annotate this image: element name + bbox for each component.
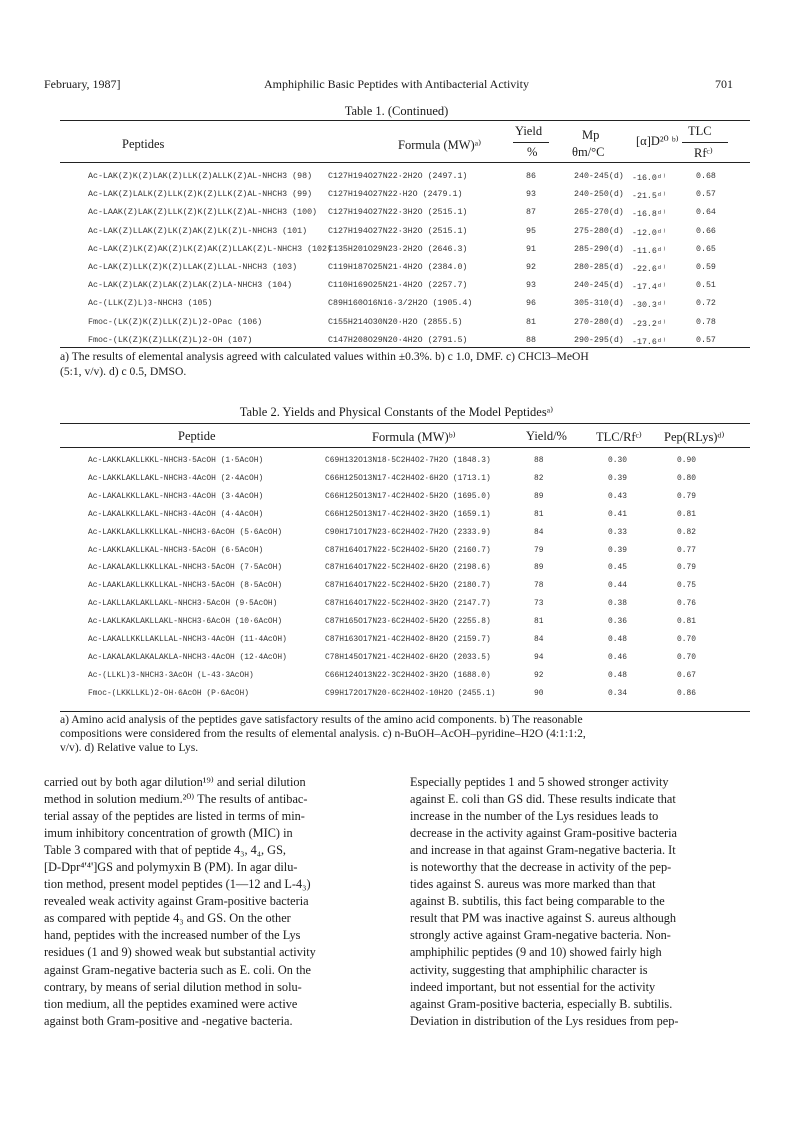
body-text-line: result that PM was inactive against S. aureus although [410, 911, 677, 926]
table2-header-formula: Formula (MW)ᵇ⁾ [372, 430, 456, 444]
body-column-left [44, 774, 374, 1030]
rf-cell: 0.51 [696, 281, 716, 291]
table1-header-rf: Rfᶜ⁾ [694, 146, 713, 160]
formula-cell: C69H132O13N18·5C2H4O2·7H2O (1848.3) [325, 456, 491, 465]
peptide-cell: Ac-LAK(Z)LLK(Z)K(Z)LLAK(Z)LLAL-NHCH3 (103) [88, 263, 298, 272]
rf-cell: 0.33 [608, 527, 627, 537]
rf-cell: 0.72 [696, 299, 716, 309]
body-text-line: residues (1 and 9) showed weak but substantial activity [44, 945, 316, 960]
rf-cell: 0.41 [608, 509, 627, 519]
body-text-line: imum inhibitory concentration of growth (MIC) in [44, 826, 293, 841]
body-text-line: indeed important, but not essential for the activity [410, 979, 656, 994]
body-text-line: activity, suggesting that amphiphilic character is [410, 962, 648, 977]
rf-cell: 0.39 [608, 545, 627, 555]
peptide-cell: Ac-LAAKLAKLLKKLLKAL-NHCH3·5AcOH (8·5AcOH) [88, 581, 283, 591]
pep-rlys-cell: 0.82 [677, 527, 696, 537]
peptide-cell: Ac-LAK(Z)LK(Z)AK(Z)LK(Z)AK(Z)LLAK(Z)L-NHCH3 (102) [88, 244, 332, 254]
body-text-line: against Gram-positive bacteria, especially B. subtilis. [410, 996, 673, 1011]
formula-cell: C99H172O17N20·6C2H4O2·10H2O (2455.1) [325, 688, 496, 698]
running-header-title: Amphiphilic Basic Peptides with Antibacterial Activity [264, 77, 529, 91]
formula-cell: C155H214O30N20·H2O (2855.5) [328, 317, 463, 327]
peptide-cell: Ac-(LLK(Z)L)3-NHCH3 (105) [88, 299, 213, 309]
yield-cell: 94 [534, 652, 544, 662]
formula-cell: C66H125O13N17·4C2H4O2·5H2O (1695.0) [325, 491, 491, 501]
rotation-cell: -30.3ᵈ⁾ [632, 301, 667, 311]
formula-cell: C135H201O29N23·2H2O (2646.3) [328, 244, 468, 254]
yield-cell: 82 [534, 473, 544, 483]
yield-cell: 88 [534, 456, 544, 465]
yield-cell: 88 [526, 335, 536, 345]
rf-cell: 0.59 [696, 263, 716, 272]
pep-rlys-cell: 0.81 [677, 617, 696, 627]
rf-cell: 0.66 [696, 226, 716, 236]
formula-cell: C87H164O17N22·5C2H4O2·6H2O (2198.6) [325, 563, 491, 573]
yield-cell: 93 [526, 281, 536, 291]
formula-cell: C87H164O17N22·5C2H4O2·5H2O (2160.7) [325, 545, 491, 555]
table2-header-peptide: Peptide [178, 429, 216, 443]
formula-cell: C89H160O16N16·3/2H2O (1905.4) [328, 299, 473, 309]
pep-rlys-cell: 0.79 [677, 491, 696, 501]
body-text-line: [D-Dpr⁴'⁴']GS and polymyxin B (PM). In agar dilu- [44, 860, 298, 875]
yield-cell: 73 [534, 599, 544, 609]
peptide-cell: Ac-LAKKLAKLLKKL-NHCH3·5AcOH (1·5AcOH) [88, 456, 264, 465]
peptide-cell: Ac-LAKLLAKLAKLLAKL-NHCH3·5AcOH (9·5AcOH) [88, 599, 278, 609]
mp-cell: 240-245(d) [574, 172, 624, 181]
body-text-line: terial assay of the peptides are listed in terms of min- [44, 809, 305, 824]
formula-cell: C87H163O17N21·4C2H4O2·8H2O (2159.7) [325, 635, 491, 644]
table2-row [60, 563, 750, 581]
rf-cell: 0.46 [608, 652, 627, 662]
table1-row [60, 227, 750, 244]
body-text-line: Deviation in distribution of the Lys residues from pep- [410, 1013, 679, 1028]
pep-rlys-cell: 0.90 [677, 456, 696, 465]
table1-row [60, 208, 750, 225]
mp-cell: 305-310(d) [574, 299, 624, 309]
rotation-cell: -12.0ᵈ⁾ [632, 228, 667, 238]
table2-row [60, 492, 750, 510]
table2-row [60, 689, 750, 707]
peptide-cell: Fmoc-(LKKLLKL)2-OH·6AcOH (P·6AcOH) [88, 688, 249, 698]
body-text-line: revealed weak activity against Gram-positive bacteria [44, 894, 309, 909]
table2-row [60, 617, 750, 635]
formula-cell: C127H194O27N22·H2O (2479.1) [328, 190, 463, 200]
table2-row [60, 653, 750, 671]
rf-cell: 0.39 [608, 473, 627, 483]
mp-cell: 240-245(d) [574, 281, 624, 291]
table2-row [60, 581, 750, 599]
yield-cell: 81 [526, 317, 536, 327]
body-text-line: is noteworthy that the decrease in activity of the pep- [410, 860, 672, 875]
body-text-line: tion method, present model peptides (1—12 and L-4₃) [44, 877, 311, 892]
rf-cell: 0.64 [696, 208, 716, 218]
table2-footnote-1: a) Amino acid analysis of the peptides gave satisfactory results of the amino acid components. b) The reasonable [60, 713, 583, 726]
table2-header-yield: Yield/% [526, 429, 567, 443]
formula-cell: C66H124O13N22·3C2H4O2·3H2O (1688.0) [325, 670, 491, 680]
body-text-line: Table 3 compared with that of peptide 4₃, 4₄, GS, [44, 843, 286, 858]
table1-footnote-1: a) The results of elemental analysis agreed with calculated values within ±0.3%. b) c 1.0, DMF. c) CHCl3–MeOH [60, 350, 589, 363]
table1-tlc-subrule [682, 142, 728, 143]
formula-cell: C78H145O17N21·4C2H4O2·6H2O (2033.5) [325, 652, 491, 662]
body-text-line: contrary, by means of serial dilution method in solu- [44, 979, 302, 994]
peptide-cell: Ac-(LLKL)3-NHCH3·3AcOH (L-43·3AcOH) [88, 670, 254, 680]
formula-cell: C66H125O13N17·4C2H4O2·3H2O (1659.1) [325, 509, 491, 519]
yield-cell: 89 [534, 491, 544, 501]
yield-cell: 89 [534, 563, 544, 573]
table1-caption: Table 1. (Continued) [344, 104, 449, 118]
peptide-cell: Fmoc-(LK(Z)K(Z)LLK(Z)L)2-OH (107) [88, 335, 253, 345]
body-text-line: amphiphilic peptides (9 and 10) showed fairly high [410, 945, 662, 960]
formula-cell: C110H169O25N21·4H2O (2257.7) [328, 281, 468, 291]
peptide-cell: Fmoc-(LK(Z)K(Z)LLK(Z)L)2-OPac (106) [88, 317, 263, 327]
table2-footnote-3: v/v). d) Relative value to Lys. [60, 741, 199, 754]
table1-row [60, 245, 750, 262]
rotation-cell: -17.6ᵈ⁾ [632, 337, 667, 347]
formula-cell: C66H125O13N17·4C2H4O2·6H2O (1713.1) [325, 473, 491, 483]
yield-cell: 90 [534, 688, 544, 698]
formula-cell: C127H194O27N22·3H2O (2515.1) [328, 226, 468, 236]
body-text-line: as compared with peptide 4₃ and GS. On the other [44, 911, 291, 926]
table1-row [60, 299, 750, 316]
yield-cell: 87 [526, 208, 536, 218]
table1-top-rule [60, 120, 750, 121]
yield-cell: 78 [534, 581, 544, 591]
formula-cell: C87H164O17N22·5C2H4O2·5H2O (2180.7) [325, 581, 491, 591]
body-text-line: against E. coli than GS did. These results indicate that [410, 792, 676, 807]
rotation-cell: -16.8ᵈ⁾ [632, 210, 667, 220]
body-text-line: Especially peptides 1 and 5 showed stronger activity [410, 775, 669, 789]
pep-rlys-cell: 0.70 [677, 635, 696, 644]
table2-footnote-2: compositions were considered from the results of elemental analysis. c) n-BuOH–AcOH–pyridine–H2O (4:1:1:2, [60, 727, 586, 740]
table1-header-mp: Mp [582, 128, 600, 142]
table2-row [60, 599, 750, 617]
table1-footnote-2: (5:1, v/v). d) c 0.5, DMSO. [60, 365, 187, 378]
table2-caption: Table 2. Yields and Physical Constants of the Model Peptidesᵃ⁾ [239, 405, 554, 419]
yield-cell: 93 [526, 190, 536, 200]
body-text-line: carried out by both agar dilution¹⁹⁾ and serial dilution [44, 775, 306, 789]
formula-cell: C87H164O17N22·5C2H4O2·3H2O (2147.7) [325, 599, 491, 609]
rf-cell: 0.48 [608, 670, 627, 680]
peptide-cell: Ac-LAKKLAKLLKKLLKAL-NHCH3·6AcOH (5·6AcOH) [88, 527, 283, 537]
table2-top-rule [60, 423, 750, 424]
table1-header-peptides: Peptides [122, 137, 165, 151]
pep-rlys-cell: 0.77 [677, 545, 696, 555]
yield-cell: 84 [534, 527, 544, 537]
table1-header-yield: Yield [515, 124, 543, 138]
peptide-cell: Ac-LAK(Z)LALK(Z)LLK(Z)K(Z)LLK(Z)AL-NHCH3 (99) [88, 190, 313, 200]
table2-row [60, 474, 750, 492]
rotation-cell: -22.6ᵈ⁾ [632, 265, 667, 274]
rf-cell: 0.36 [608, 617, 627, 627]
peptide-cell: Ac-LAKLKAKLAKLLAKL-NHCH3·6AcOH (10·6AcOH) [88, 617, 283, 627]
table1-header-yield-unit: % [527, 145, 538, 159]
rf-cell: 0.30 [608, 456, 627, 465]
formula-cell: C87H165O17N23·6C2H4O2·5H2O (2255.8) [325, 617, 491, 627]
rotation-cell: -23.2ᵈ⁾ [632, 319, 667, 329]
rf-cell: 0.57 [696, 335, 716, 345]
body-text-line: strongly active against Gram-negative bacteria. Non- [410, 928, 671, 943]
rf-cell: 0.65 [696, 244, 716, 254]
body-text-line: against both Gram-positive and -negative bacteria. [44, 1013, 293, 1028]
mp-cell: 265-270(d) [574, 208, 624, 218]
body-text-line: against B. subtilis, this fact being comparable to the [410, 894, 665, 909]
rotation-cell: -17.4ᵈ⁾ [632, 283, 667, 293]
table2-header-tlc: TLC/Rfᶜ⁾ [596, 430, 642, 444]
body-text-line: increase in the number of the Lys residues leads to [410, 809, 659, 824]
peptide-cell: Ac-LAKALKKLLAKL-NHCH3·4AcOH (4·4AcOH) [88, 509, 264, 519]
mp-cell: 290-295(d) [574, 335, 624, 345]
peptide-cell: Ac-LAKKLAKLLKAL-NHCH3·5AcOH (6·5AcOH) [88, 545, 264, 555]
formula-cell: C147H208O29N20·4H2O (2791.5) [328, 335, 468, 345]
table1-row [60, 263, 750, 280]
pep-rlys-cell: 0.70 [677, 652, 696, 662]
formula-cell: C119H187O25N21·4H2O (2384.0) [328, 263, 468, 272]
table1-row [60, 190, 750, 207]
table2-row [60, 528, 750, 546]
rf-cell: 0.44 [608, 581, 627, 591]
body-text-line: tion medium, all the peptides examined were active [44, 996, 298, 1011]
body-text-line: and increase in that against Gram-negative bacteria. It [410, 843, 676, 858]
mp-cell: 240-250(d) [574, 190, 624, 200]
peptide-cell: Ac-LAAK(Z)LAK(Z)LLK(Z)K(Z)LLK(Z)AL-NHCH3 (100) [88, 208, 318, 218]
table2-row [60, 510, 750, 528]
table1-header-rule [60, 162, 750, 163]
yield-cell: 92 [526, 263, 536, 272]
body-text-line: tides against S. aureus was more marked than that [410, 877, 656, 892]
pep-rlys-cell: 0.86 [677, 688, 696, 698]
yield-cell: 84 [534, 635, 544, 644]
peptide-cell: Ac-LAKALLKKLLAKLLAL-NHCH3·4AcOH (11·4AcOH) [88, 635, 287, 644]
table1-row [60, 318, 750, 335]
peptide-cell: Ac-LAKALAKLAKALAKLA-NHCH3·4AcOH (12·4AcOH) [88, 652, 287, 662]
peptide-cell: Ac-LAKALAKLLKKLLKAL-NHCH3·5AcOH (7·5AcOH) [88, 563, 283, 573]
rf-cell: 0.68 [696, 172, 716, 181]
body-text-line: method in solution medium.²⁰⁾ The results of antibac- [44, 792, 308, 807]
yield-cell: 96 [526, 299, 536, 309]
body-text-line: hand, peptides with the increased number of the Lys [44, 928, 301, 943]
formula-cell: C127H194O27N22·2H2O (2497.1) [328, 172, 468, 181]
rf-cell: 0.34 [608, 688, 627, 698]
rf-cell: 0.38 [608, 599, 627, 609]
formula-cell: C90H171O17N23·6C2H4O2·7H2O (2333.9) [325, 527, 491, 537]
table1-yield-subrule [513, 142, 549, 143]
yield-cell: 81 [534, 509, 544, 519]
table2-row [60, 456, 750, 474]
rf-cell: 0.45 [608, 563, 627, 573]
table1-row [60, 172, 750, 189]
pep-rlys-cell: 0.80 [677, 473, 696, 483]
table2-row [60, 546, 750, 564]
pep-rlys-cell: 0.75 [677, 581, 696, 591]
table2-row [60, 635, 750, 653]
table2-header-rule [60, 447, 750, 448]
pep-rlys-cell: 0.79 [677, 563, 696, 573]
mp-cell: 275-280(d) [574, 226, 624, 236]
formula-cell: C127H194O27N22·3H2O (2515.1) [328, 208, 468, 218]
peptide-cell: Ac-LAK(Z)K(Z)LAK(Z)LLK(Z)ALLK(Z)AL-NHCH3 (98) [88, 172, 313, 181]
yield-cell: 92 [534, 670, 544, 680]
rf-cell: 0.57 [696, 190, 716, 200]
pep-rlys-cell: 0.81 [677, 509, 696, 519]
rotation-cell: -11.6ᵈ⁾ [632, 246, 667, 256]
table1-header-formula: Formula (MW)ᵃ⁾ [398, 138, 482, 152]
peptide-cell: Ac-LAKKLAKLLAKL-NHCH3·4AcOH (2·4AcOH) [88, 473, 264, 483]
yield-cell: 86 [526, 172, 536, 181]
rf-cell: 0.48 [608, 635, 627, 644]
rf-cell: 0.43 [608, 491, 627, 501]
table2-header-pep: Pep(RLys)ᵈ⁾ [664, 430, 725, 444]
body-column-right [410, 774, 740, 1030]
running-header-date: February, 1987] [44, 77, 121, 91]
rotation-cell: -21.5ᵈ⁾ [632, 192, 667, 202]
table1-row [60, 281, 750, 298]
mp-cell: 280-285(d) [574, 263, 624, 272]
yield-cell: 91 [526, 244, 536, 254]
peptide-cell: Ac-LAK(Z)LAK(Z)LAK(Z)LAK(Z)LA-NHCH3 (104) [88, 281, 293, 291]
table1-header-mp-unit: θm/°C [572, 145, 605, 159]
table2-row [60, 671, 750, 689]
table2-bottom-rule [60, 711, 750, 712]
pep-rlys-cell: 0.67 [677, 670, 696, 680]
mp-cell: 270-280(d) [574, 317, 624, 327]
yield-cell: 81 [534, 617, 544, 627]
rotation-cell: -16.0ᵈ⁾ [632, 174, 667, 183]
yield-cell: 95 [526, 226, 536, 236]
mp-cell: 285-290(d) [574, 244, 624, 254]
peptide-cell: Ac-LAK(Z)LLAK(Z)LK(Z)AK(Z)LK(Z)L-NHCH3 (101) [88, 226, 308, 236]
pep-rlys-cell: 0.76 [677, 599, 696, 609]
page-number: 701 [715, 77, 733, 91]
table1-header-tlc: TLC [688, 124, 712, 138]
body-text-line: against Gram-negative bacteria such as E. coli. On the [44, 962, 312, 977]
yield-cell: 79 [534, 545, 544, 555]
body-text-line: decrease in the activity against Gram-positive bacteria [410, 826, 678, 841]
table1-header-rotation: [α]D²⁰ ᵇ⁾ [636, 134, 679, 148]
rf-cell: 0.78 [696, 317, 716, 327]
peptide-cell: Ac-LAKALKKLLAKL-NHCH3·4AcOH (3·4AcOH) [88, 491, 264, 501]
table1-bottom-rule [60, 347, 750, 348]
